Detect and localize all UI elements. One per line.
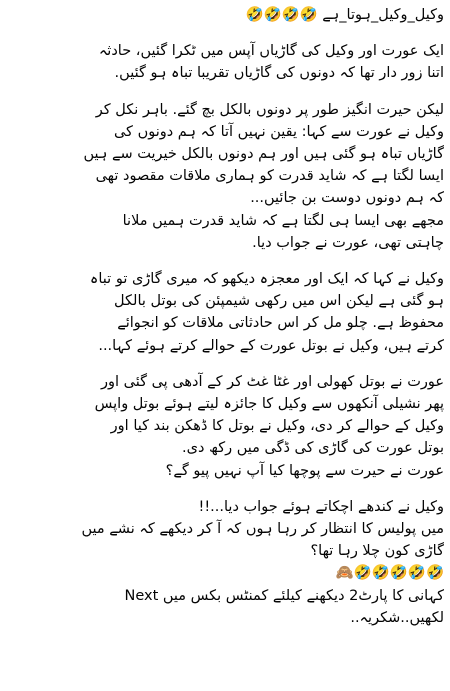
paragraph-bottle — [6, 371, 444, 482]
paragraph-punchline — [6, 496, 444, 629]
text-line: لکھیں..شکریہ.. — [350, 609, 444, 626]
text-line: وکیل کے حوالے کر دی، وکیل نے بوتل کا ڈھکن بند کیا اور — [110, 418, 444, 435]
post-text — [6, 4, 444, 687]
text-line: بوتل عورت کی گاڑی کی ڈگی میں رکھ دی. — [182, 440, 444, 457]
paragraph-accident — [6, 40, 444, 84]
text-line: کہ ہم دونوں دوست بن جائیں... — [250, 190, 444, 207]
post-title-line — [6, 4, 444, 26]
text-line: ایک عورت اور وکیل کی گاڑیاں آپس میں ٹکرا گئیں، حادثہ — [98, 43, 444, 60]
emoji-line: 🤣🤣🤣🤣🤣🙈 — [335, 565, 444, 582]
text-line: محفوظ ہے. چلو مل کر اس حادثاتی ملاقات کو انجوائے — [117, 315, 444, 332]
text-line: ہو گئی ہے لیکن اس میں رکھی شیمپئن کی بوتل بالکل — [114, 293, 444, 310]
text-line: میں پولیس کا انتظار کر رہا ہوں کہ آ کر دیکھے کہ نشے میں — [81, 521, 444, 538]
text-line: عورت نے بوتل کھولی اور غٹا غٹ کر کے آدھی پی گئی اور — [100, 373, 444, 390]
text-line: پھر نشیلی آنکھوں سے وکیل کا جائزہ لیتے ہوئے بوتل واپس — [94, 396, 444, 413]
text-line: گاڑی کون چلا رہا تھا؟ — [310, 543, 444, 560]
paragraph-champagne — [6, 268, 444, 357]
text-line: گاڑیاں تباہ ہو گئی ہیں اور ہم دونوں بالکل خیریت سے ہیں — [83, 146, 444, 163]
text-line: چاہتی تھی، عورت نے جواب دیا. — [252, 234, 444, 251]
text-line: وکیل_وکیل_ہوتا_ہے 🤣🤣🤣🤣 — [245, 7, 444, 23]
text-line: وکیل نے کہا کہ ایک اور معجزہ دیکھو کہ میری گاڑی تو تباہ — [89, 271, 444, 288]
text-line: کہانی کا پارٹ2 دیکھنے کیلئے کمنٹس بکس میں Next — [124, 587, 444, 604]
text-line: وکیل نے عورت سے کہا: یقین نہیں آتا کہ ہم دونوں کی — [113, 123, 444, 140]
text-line: اتنا زور دار تھا کہ دونوں کی گاڑیاں تقریبا تباہ ہو گئیں. — [114, 65, 444, 82]
text-line: عورت نے حیرت سے پوچھا کیا آپ نہیں پیو گے؟ — [165, 462, 444, 479]
text-line: کرتے ہیں، وکیل نے بوتل عورت کے حوالے کرتے ہوئے کہا... — [98, 337, 444, 354]
paragraph-survival — [6, 99, 444, 254]
text-line: لیکن حیرت انگیز طور پر دونوں بالکل بچ گئے. باہر نکل کر — [95, 101, 444, 118]
text-line: وکیل نے کندھے اچکاتے ہوئے جواب دیا...!! — [198, 498, 444, 515]
text-line: ایسا لگتا ہے کہ شاید قدرت کو ہماری ملاقات مقصود تھی — [95, 168, 444, 185]
text-line: مجھے بھی ایسا ہی لگتا ہے کہ شاید قدرت ہمیں ملانا — [122, 212, 444, 229]
